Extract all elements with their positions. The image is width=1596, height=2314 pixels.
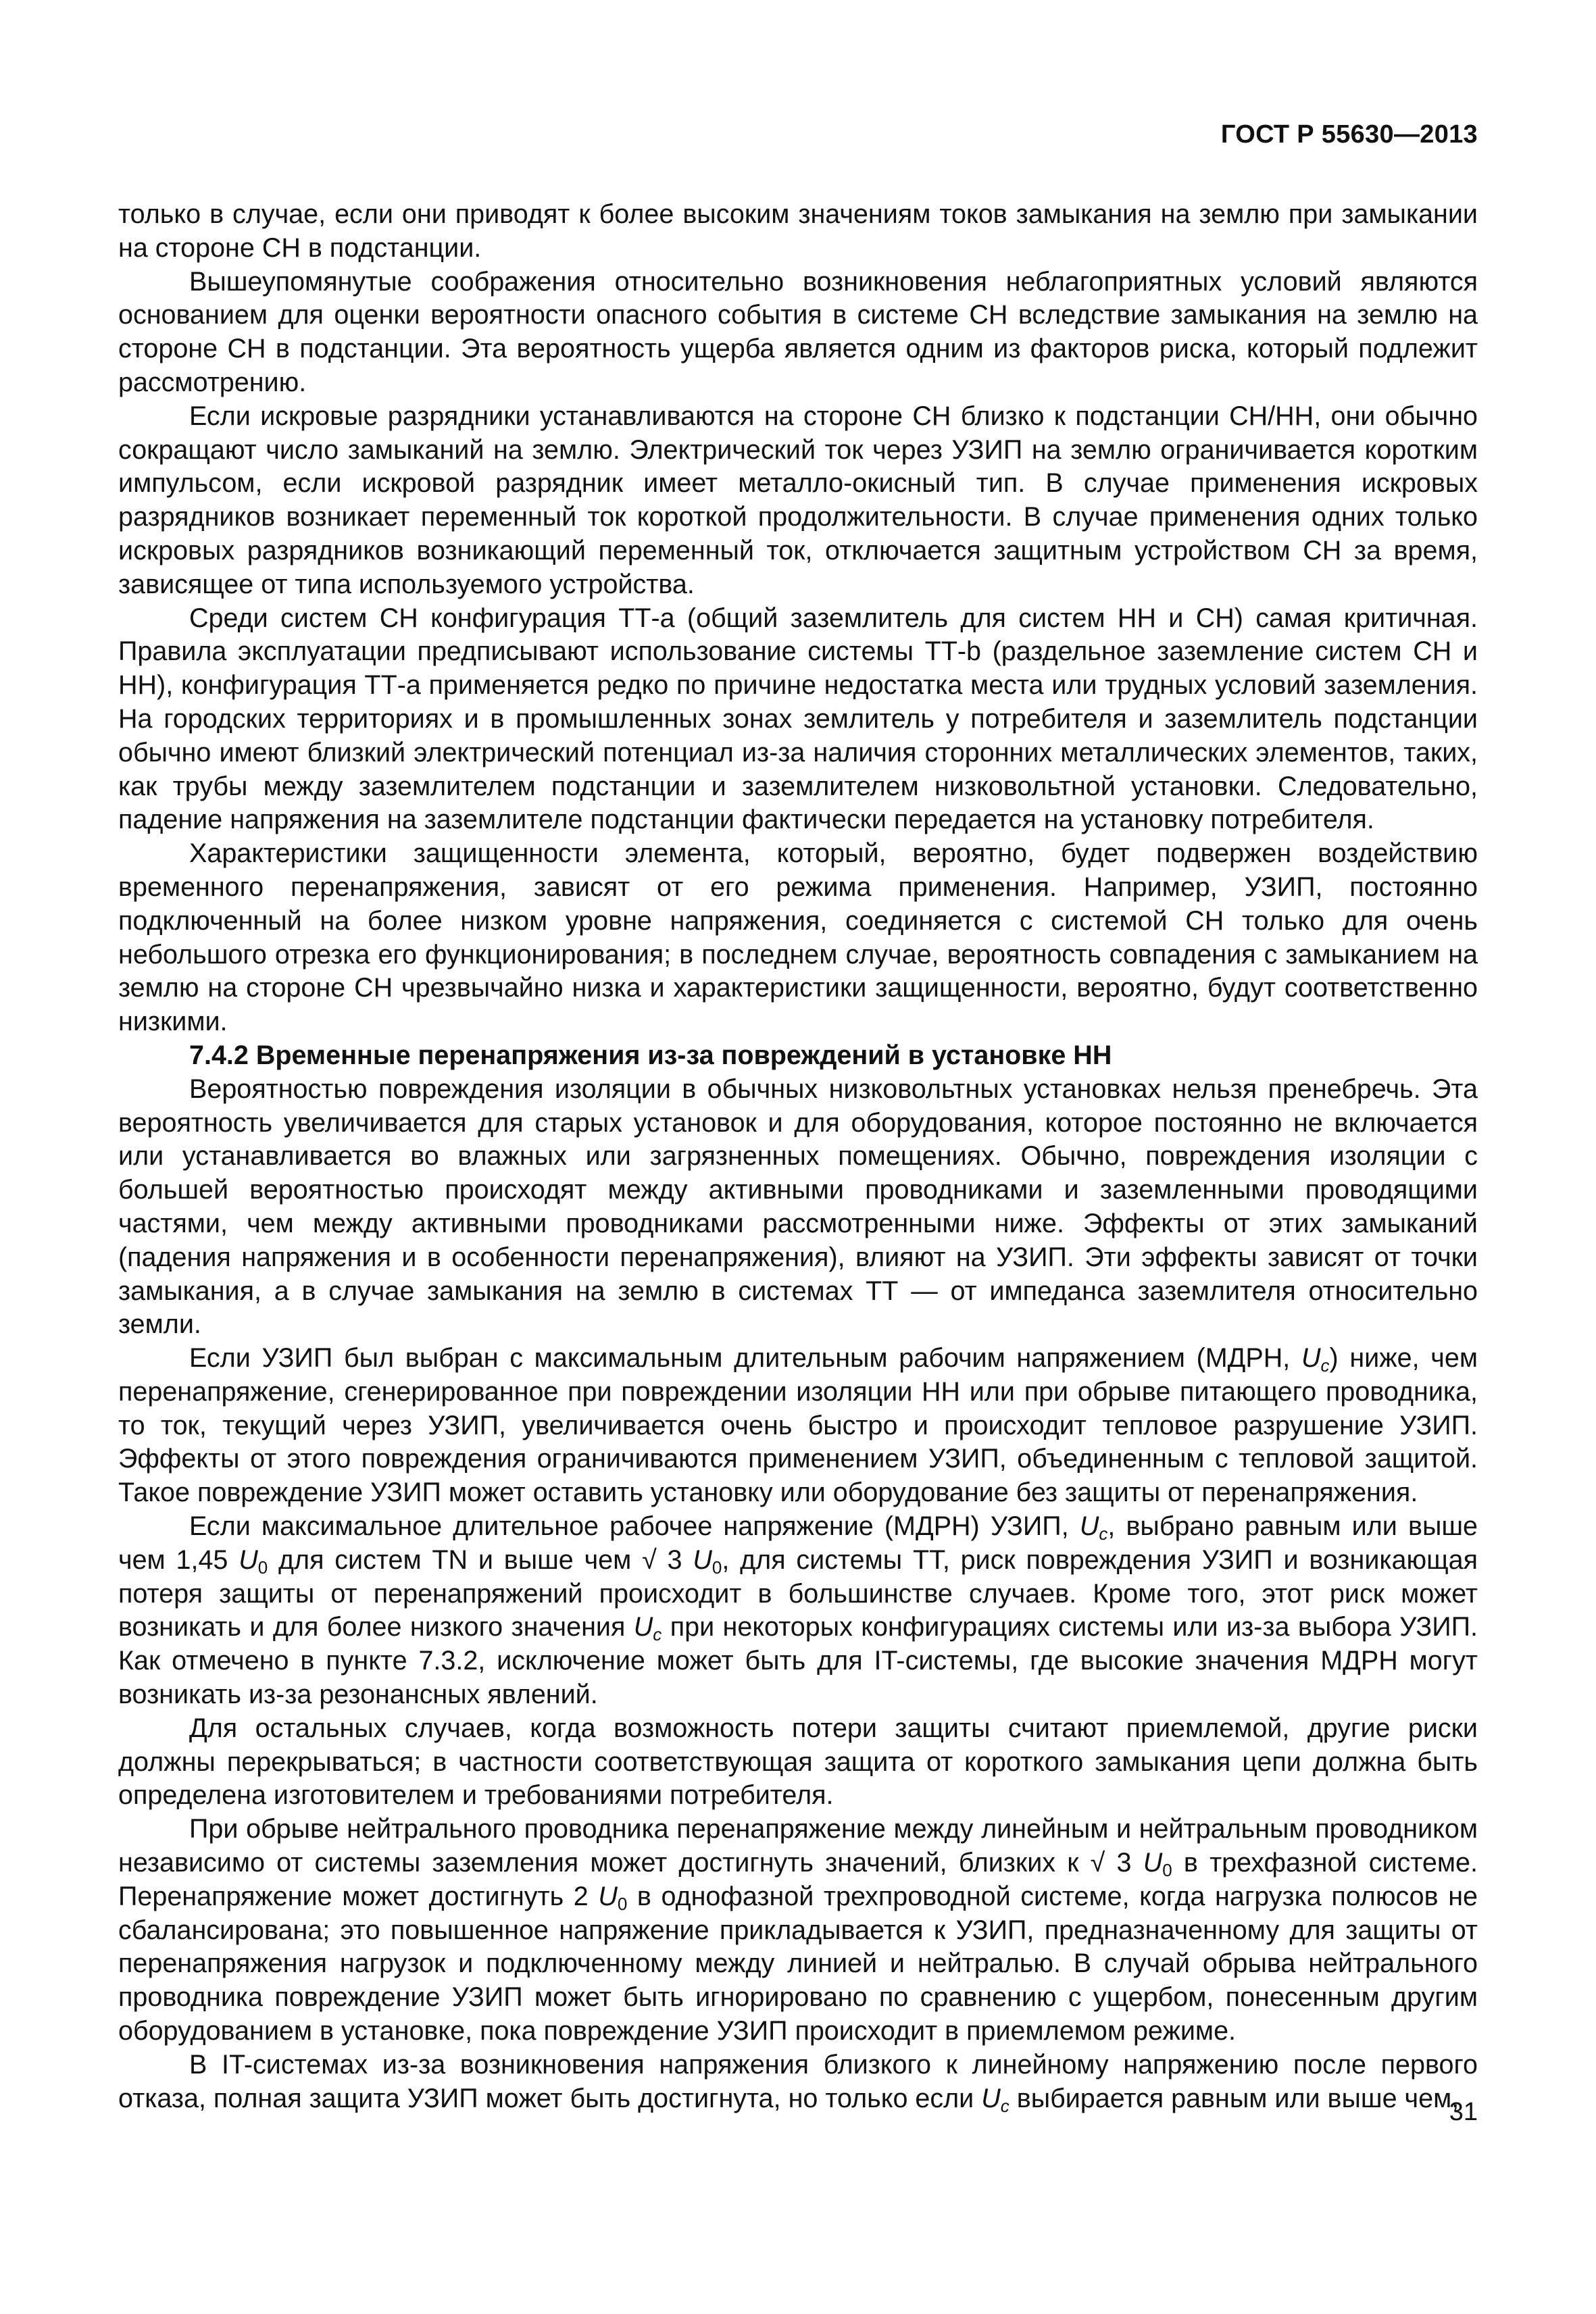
text-run: В IT-системах из-за возникновения напряжения близкого к линейному напряжению после первого отказа, полная защита УЗИП может быть достигнута, но только если: [118, 2049, 1478, 2113]
text-run: 0: [712, 1557, 722, 1578]
text-run: c: [1000, 2095, 1009, 2116]
document-header: ГОСТ Р 55630—2013: [1220, 120, 1478, 149]
text-run: U: [598, 1881, 618, 1911]
section-heading: 7.4.2 Временные перенапряжения из-за повреждений в установке НН: [189, 1040, 1112, 1070]
paragraph: Для остальных случаев, когда возможность потери защиты считают приемлемой, другие риски должны перекрываться; в частности соответствующая защита от короткого замыкания цепи должна быть определена изготовителем и требованиями потребителя.: [118, 1713, 1478, 1811]
text-run: U: [239, 1544, 258, 1575]
text-run: U: [1143, 1848, 1163, 1878]
text-run: 0: [617, 1893, 628, 1914]
text-run: c: [1320, 1355, 1330, 1376]
paragraph: Вышеупомянутые соображения относительно возникновения неблагоприятных условий являются основанием для оценки вероятности опасного события в системе СН вследствие замыкания на землю на стороне СН в подстанции. Эта вероятность ущерба является одним из факторов риска, который подлежит рассмотрению.: [118, 266, 1478, 397]
text-run: U: [693, 1544, 712, 1575]
text-run: c: [1099, 1524, 1108, 1544]
paragraph: [118, 1510, 1478, 1712]
text-run: U: [981, 2083, 1001, 2113]
paragraph: [118, 2048, 1478, 2116]
text-run: , для системы ТТ, риск повреждения УЗИП и возникающая потеря защиты от перенапряжений происходит в большинстве случаев. Кроме того, этот риск может возникать и для более низкого значения: [118, 1544, 1478, 1642]
text-run: для систем TN и выше чем √ 3: [268, 1544, 693, 1575]
text-run: U: [1079, 1511, 1099, 1542]
text-run: Если УЗИП был выбран с максимальным длительным рабочим напряжением (МДРН,: [189, 1343, 1301, 1374]
paragraph: Среди систем СН конфигурация ТТ-а (общий заземлитель для систем НН и СН) самая критичная. Правила эксплуатации предписывают использование системы ТТ-b (раздельное заземление систем СН и НН), конфигурация ТТ-а применяется редко по причине недостатка места или трудных условий заземления. На городских территориях и в промышленных зонах землитель у потребителя и заземлитель подстанции обычно имеют близкий электрический потенциал из-за наличия сторонних металлических элементов, таких, как трубы между заземлителем подстанции и заземлителем низковольтной установки. Следовательно, падение напряжения на заземлителе подстанции фактически передается на установку потребителя.: [118, 603, 1478, 835]
document-page: [118, 0, 1478, 2314]
text-run: Если максимальное длительное рабочее напряжение (МДРН) УЗИП,: [189, 1511, 1080, 1542]
text-run: U: [633, 1612, 653, 1642]
text-run: 0: [1162, 1860, 1172, 1881]
text-run: , выбрано равным или выше чем 1,45: [118, 1511, 1478, 1575]
text-run: при некоторых конфигурациях системы или из-за выбора УЗИП. Как отмечено в пункте 7.3.2, исключение может быть для IT-системы, где высокие значения МДРН могут возникать из-за резонансных явлений.: [118, 1612, 1478, 1710]
text-run: в однофазной трехпроводной системе, когда нагрузка полюсов не сбалансирована; это повышенное напряжение прикладывается к УЗИП, предназначенному для защиты от перенапряжения нагрузок и подключенному между линией и нейтралью. В случай обрыва нейтрального проводника повреждение УЗИП может быть игнорировано по сравнению с ущербом, понесенным другим оборудованием в установке, пока повреждение УЗИП происходит в приемлемом режиме.: [118, 1881, 1478, 2046]
text-run: в трехфазной системе. Перенапряжение может достигнуть 2: [118, 1848, 1478, 1911]
body-text: [118, 198, 1478, 2115]
text-run: выбирается равным или выше чем,: [1009, 2083, 1460, 2113]
text-run: 0: [257, 1557, 268, 1578]
text-run: U: [1301, 1343, 1321, 1374]
text-run: ) ниже, чем перенапряжение, сгенерированное при повреждении изоляции НН или при обрыве питающего проводника, то ток, текущий через УЗИП, увеличивается очень быстро и происходит тепловое разрушение УЗИП. Эффекты от этого повреждения ограничиваются применением УЗИП, объединенным с тепловой защитой. Такое повреждение УЗИП может оставить установку или оборудование без защиты от перенапряжения.: [118, 1343, 1478, 1508]
paragraph: [118, 1813, 1478, 2048]
paragraph: только в случае, если они приводят к более высоким значениям токов замыкания на землю при замыкании на стороне СН в подстанции.: [118, 199, 1478, 263]
paragraph: Характеристики защищенности элемента, который, вероятно, будет подвержен воздействию временного перенапряжения, зависят от его режима применения. Например, УЗИП, постоянно подключенный на более низком уровне напряжения, соединяется с системой СН только для очень небольшого отрезка его функционирования; в последнем случае, вероятность совпадения с замыканием на землю на стороне СН чрезвычайно низка и характеристики защищенности, вероятно, будут соответственно низкими.: [118, 838, 1478, 1037]
paragraph: Вероятностью повреждения изоляции в обычных низковольтных установках нельзя пренебречь. Эта вероятность увеличивается для старых установок и для оборудования, которое постоянно не включается или устанавливается во влажных или загрязненных помещениях. Обычно, повреждения изоляции с большей вероятностью происходят между активными проводниками и заземленными проводящими частями, чем между активными проводниками рассмотренными ниже. Эффекты от этих замыканий (падения напряжения и в особенности перенапряжения), влияют на УЗИП. Эти эффекты зависят от точки замыкания, а в случае замыкания на землю в системах ТТ — от импеданса заземлителя относительно земли.: [118, 1074, 1478, 1340]
paragraph: Если искровые разрядники устанавливаются на стороне СН близко к подстанции СН/НН, они обычно сокращают число замыканий на землю. Электрический ток через УЗИП на землю ограничивается коротким импульсом, если искровой разрядник имеет металло-окисный тип. В случае применения искровых разрядников возникает переменный ток короткой продолжительности. В случае применения одних только искровых разрядников возникающий переменный ток, отключается защитным устройством СН за время, зависящее от типа используемого устройства.: [118, 401, 1478, 599]
paragraph: [118, 1342, 1478, 1510]
text-run: c: [653, 1624, 662, 1645]
page-number: 31: [1449, 2098, 1478, 2126]
text-run: При обрыве нейтрального проводника перенапряжение между линейным и нейтральным проводником независимо от системы заземления может достигнуть значений, близких к √ 3: [118, 1814, 1478, 1878]
